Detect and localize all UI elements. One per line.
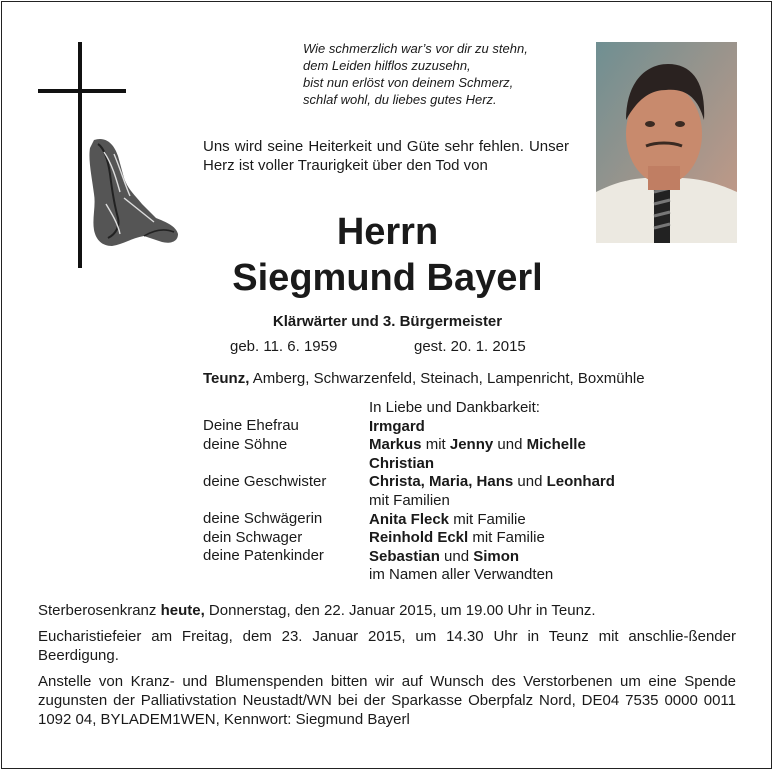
- family-closing: im Namen aller Verwandten: [369, 566, 554, 584]
- salutation: Herrn: [336, 211, 439, 253]
- partner-name: Jenny: [449, 436, 494, 454]
- place-main: Teunz,: [203, 370, 250, 387]
- birth-date: geb. 11. 6. 1959: [230, 338, 338, 355]
- poem-line: bist nun erlöst von deinem Schmerz,: [303, 75, 514, 90]
- poem-line: dem Leiden hilflos zuzusehn,: [303, 58, 471, 73]
- mass-notice: Eucharistiefeier am Freitag, dem 23. Januar 2015, um 14.30 Uhr in Teunz mit anschlie-ßender Beerdigung.: [38, 628, 736, 664]
- label-godchildren: deine Patenkinder: [203, 547, 324, 565]
- connector-text: mit Familie: [449, 510, 526, 528]
- rosary-notice: [38, 601, 736, 620]
- connector-text: mit Familie: [468, 529, 545, 547]
- poem: [303, 40, 528, 108]
- family-names: [369, 399, 615, 585]
- wife-name: Irmgard: [369, 417, 425, 435]
- poem-line: Wie schmerzlich war’s vor dir zu stehn,: [303, 41, 528, 56]
- family-labels: [203, 417, 326, 566]
- siblings-with: mit Familien: [369, 491, 450, 509]
- sibling-name: Leonhard: [546, 473, 615, 491]
- donation-notice: Anstelle von Kranz- und Blumenspenden bitten wir auf Wunsch des Verstorbenen um eine Spende zugunsten der Palliativstation Neustadt/WN bei der Sparkasse Oberpfalz Nord, DE04 7535 0000 0011 1092 04, BYLADEM1WEN, Kennwort: Siegmund Bayerl: [38, 673, 736, 728]
- siblings-names: Christa, Maria, Hans: [369, 473, 514, 491]
- sister-in-law-name: Anita Fleck: [369, 510, 450, 528]
- family-intro: In Liebe und Dankbarkeit:: [369, 399, 540, 416]
- rosary-text: Sterberosenkranz: [38, 602, 161, 619]
- connector-text: und: [439, 547, 474, 565]
- connector-text: und: [513, 473, 547, 491]
- places-others: Amberg, Schwarzenfeld, Steinach, Lampenricht, Boxmühle: [249, 370, 645, 387]
- label-siblings: deine Geschwister: [203, 472, 327, 490]
- cross-icon-bar: [38, 89, 126, 93]
- death-date: gest. 20. 1. 2015: [414, 338, 526, 355]
- label-wife: Deine Ehefrau: [203, 417, 299, 434]
- label-sister-in-law: deine Schwägerin: [203, 509, 323, 527]
- connector-text: mit: [421, 436, 450, 454]
- intro-text: Uns wird seine Heiterkeit und Güte sehr fehlen. Unser Herz ist voller Traurigkeit über den Tod von: [203, 138, 569, 174]
- grandchild-name: Michelle: [526, 436, 586, 454]
- rosary-details: Donnerstag, den 22. Januar 2015, um 19.00 Uhr in Teunz.: [204, 602, 596, 619]
- rosary-today: heute,: [160, 602, 205, 619]
- deceased-name: Siegmund Bayerl: [232, 257, 543, 299]
- label-brother-in-law: dein Schwager: [203, 528, 303, 546]
- brother-in-law-name: Reinhold Eckl: [369, 529, 469, 547]
- poem-line: schlaf wohl, du liebes gutes Herz.: [303, 92, 497, 107]
- places: [203, 370, 645, 387]
- connector-text: und: [493, 436, 527, 454]
- deceased-role: Klärwärter und 3. Bürgermeister: [272, 313, 503, 330]
- son-name: Christian: [369, 454, 435, 472]
- godchild-name: Sebastian: [369, 547, 440, 565]
- son-name: Markus: [369, 436, 422, 454]
- godchild-name: Simon: [473, 547, 520, 565]
- label-sons: deine Söhne: [203, 435, 288, 453]
